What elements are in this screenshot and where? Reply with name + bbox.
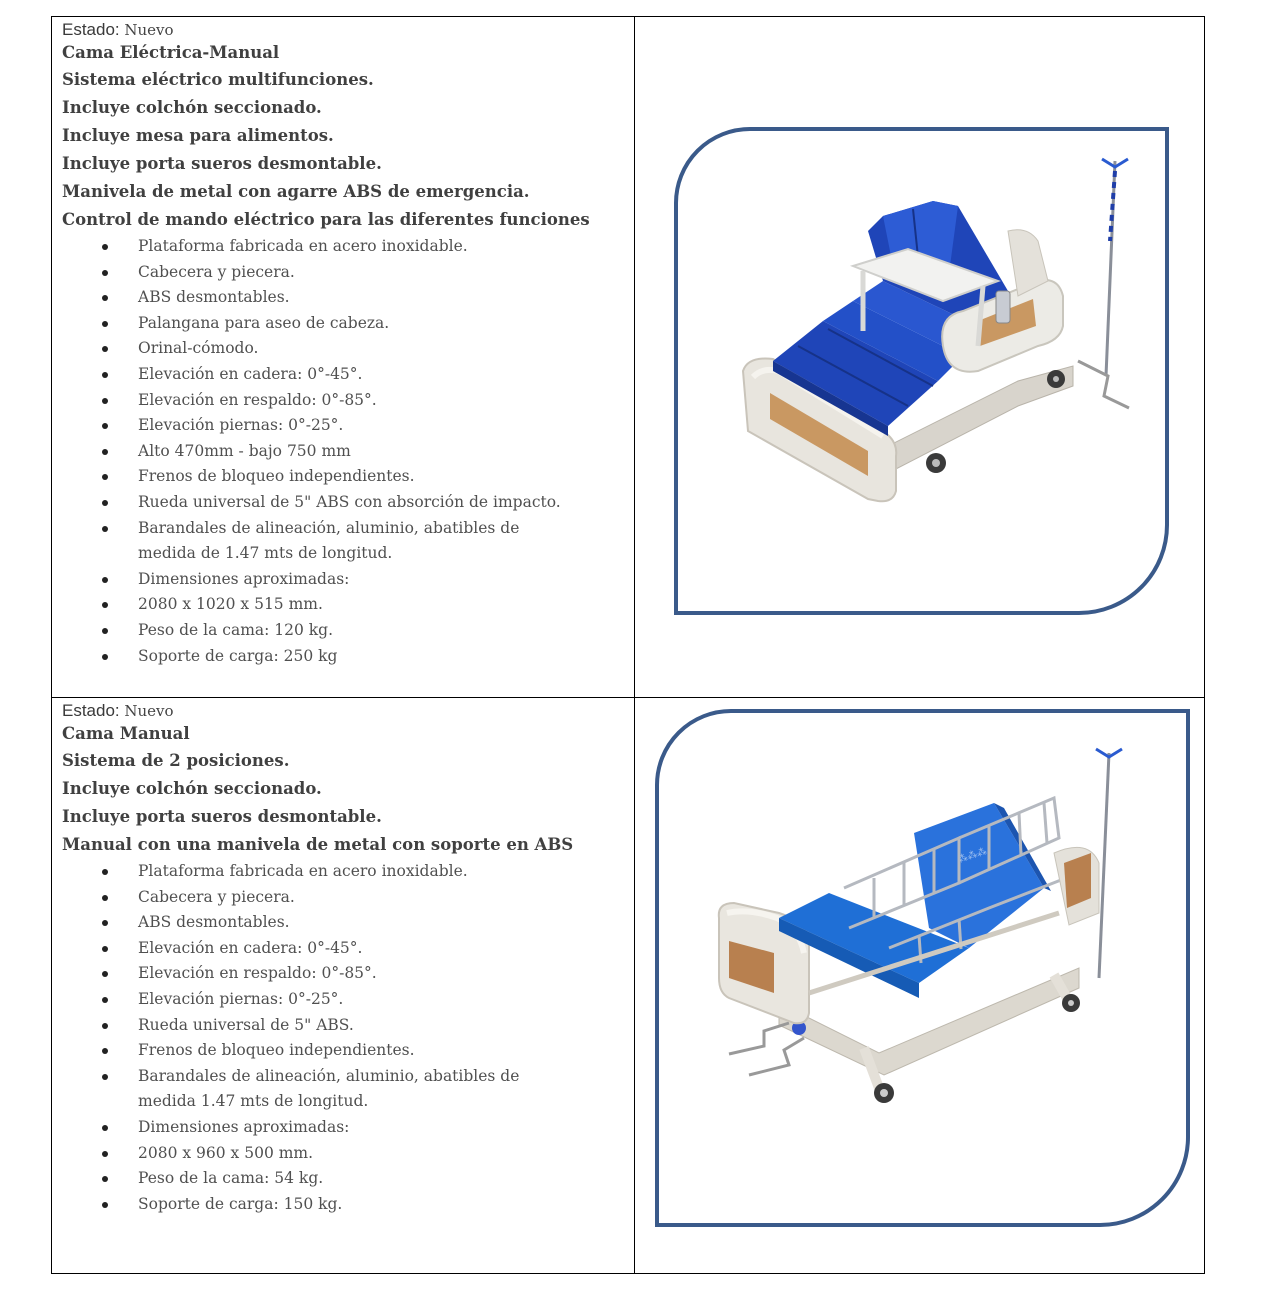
spec-item: Barandales de alineación, aluminio, abatibles de medida de 1.47 mts de longitud. xyxy=(62,516,578,567)
spec-item: Soporte de carga: 150 kg. xyxy=(62,1192,632,1218)
spec-item: Plataforma fabricada en acero inoxidable. xyxy=(62,859,632,885)
product-table xyxy=(51,16,1205,1274)
feature-item: Sistema eléctrico multifunciones. xyxy=(62,70,374,89)
product-title: Cama Eléctrica-Manual xyxy=(62,43,280,62)
spec-item: Dimensiones aproximadas: xyxy=(62,567,632,593)
product-description-2 xyxy=(62,701,632,1217)
spec-item: Cabecera y piecera. xyxy=(62,260,632,286)
spec-item: Elevación piernas: 0°-25°. xyxy=(62,413,632,439)
status-value: Nuevo xyxy=(124,21,174,39)
status-label: Estado: xyxy=(62,701,120,720)
column-divider xyxy=(634,17,635,697)
spec-item: Plataforma fabricada en acero inoxidable. xyxy=(62,234,632,260)
spec-item: ABS desmontables. xyxy=(62,285,632,311)
product-title: Cama Manual xyxy=(62,724,190,743)
spec-item: Orinal-cómodo. xyxy=(62,336,632,362)
spec-item: Elevación en respaldo: 0°-85°. xyxy=(62,388,632,414)
spec-item: Barandales de alineación, aluminio, abatibles de medida 1.47 mts de longitud. xyxy=(62,1064,578,1115)
manual-bed-illustration xyxy=(659,713,1186,1223)
product-image-electric-bed xyxy=(674,127,1169,615)
spec-item: ABS desmontables. xyxy=(62,910,632,936)
status-value: Nuevo xyxy=(124,702,174,720)
spec-item: Rueda universal de 5" ABS. xyxy=(62,1013,632,1039)
column-divider xyxy=(634,698,635,1274)
spec-item: Rueda universal de 5" ABS con absorción de impacto. xyxy=(62,490,632,516)
spec-item: Dimensiones aproximadas: xyxy=(62,1115,632,1141)
feature-item: Sistema de 2 posiciones. xyxy=(62,751,290,770)
spec-list xyxy=(62,859,632,1217)
spec-item: Soporte de carga: 250 kg xyxy=(62,644,632,670)
product-image-manual-bed xyxy=(655,709,1190,1227)
electric-bed-illustration xyxy=(678,131,1165,611)
status-label: Estado: xyxy=(62,20,120,39)
spec-item: Elevación piernas: 0°-25°. xyxy=(62,987,632,1013)
spec-item: Elevación en cadera: 0°-45°. xyxy=(62,362,632,388)
spec-item: 2080 x 960 x 500 mm. xyxy=(62,1141,632,1167)
spec-item: 2080 x 1020 x 515 mm. xyxy=(62,592,632,618)
spec-item: Elevación en respaldo: 0°-85°. xyxy=(62,961,632,987)
feature-item: Incluye colchón seccionado. xyxy=(62,98,322,117)
spec-list xyxy=(62,234,632,669)
feature-item: Manivela de metal con agarre ABS de emergencia. xyxy=(62,182,530,201)
spec-item: Peso de la cama: 120 kg. xyxy=(62,618,632,644)
feature-item: Control de mando eléctrico para las diferentes funciones xyxy=(62,210,590,229)
spec-item: Peso de la cama: 54 kg. xyxy=(62,1166,632,1192)
status-line xyxy=(62,701,632,721)
feature-item: Incluye porta sueros desmontable. xyxy=(62,154,382,173)
spec-item: Frenos de bloqueo independientes. xyxy=(62,1038,632,1064)
status-line xyxy=(62,20,632,40)
feature-item: Incluye porta sueros desmontable. xyxy=(62,807,382,826)
feature-item: Incluye mesa para alimentos. xyxy=(62,126,334,145)
feature-item: Manual con una manivela de metal con soporte en ABS xyxy=(62,835,574,854)
spec-item: Frenos de bloqueo independientes. xyxy=(62,464,632,490)
svg-text:⁂⁂⁂: ⁂⁂⁂ xyxy=(956,846,989,866)
product-row-1 xyxy=(52,17,1204,698)
product-row-2 xyxy=(52,698,1204,1274)
feature-item: Incluye colchón seccionado. xyxy=(62,779,322,798)
spec-item: Cabecera y piecera. xyxy=(62,885,632,911)
product-description-1 xyxy=(62,20,632,669)
spec-item: Palangana para aseo de cabeza. xyxy=(62,311,632,337)
spec-item: Alto 470mm - bajo 750 mm xyxy=(62,439,632,465)
spec-item: Elevación en cadera: 0°-45°. xyxy=(62,936,632,962)
